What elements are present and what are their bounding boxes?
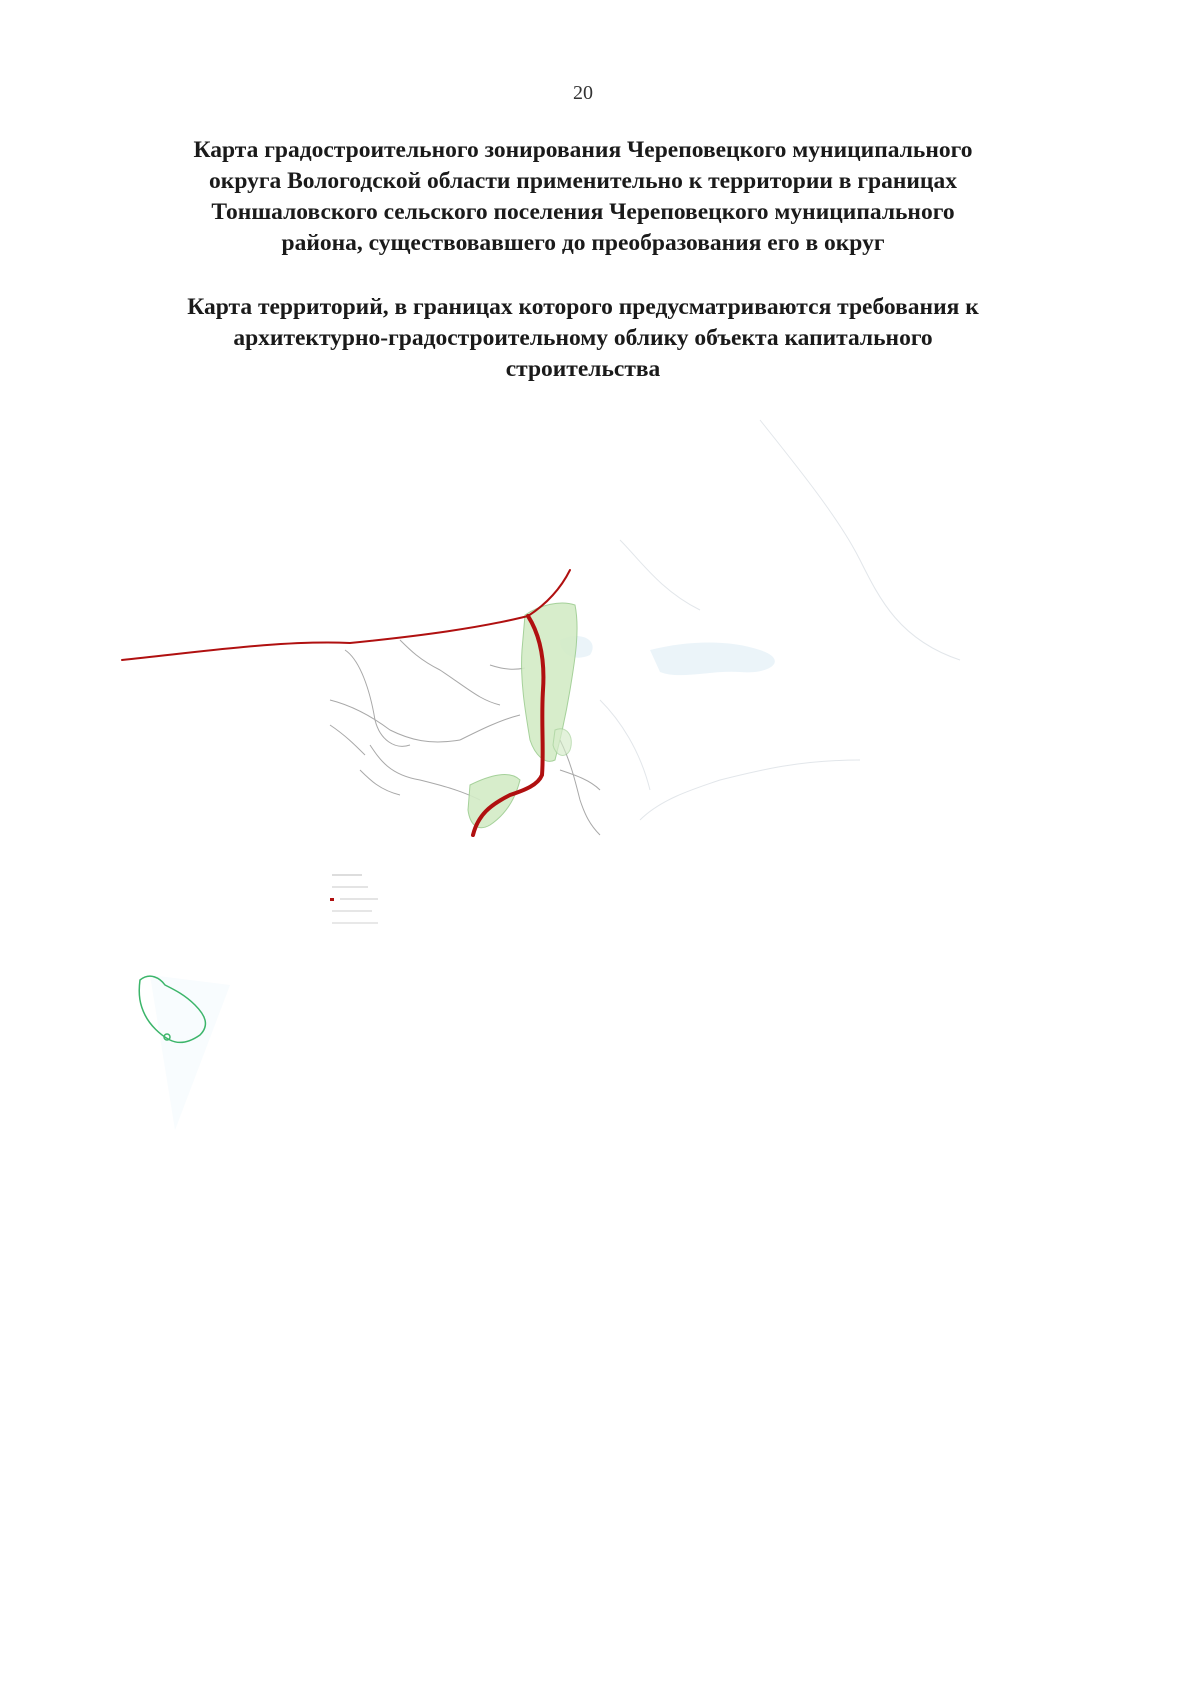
local-road xyxy=(330,700,460,742)
page-title xyxy=(100,135,1066,259)
zone-settlement-east xyxy=(553,729,571,756)
federal-highway xyxy=(122,570,570,660)
map-legend xyxy=(330,874,378,924)
title-line: Карта градостроительного зонирования Череповецкого муниципального xyxy=(193,137,973,163)
water-area xyxy=(650,643,775,676)
subtitle-line: строительства xyxy=(505,356,661,382)
boundary-line xyxy=(620,540,700,610)
legend-line xyxy=(332,886,368,888)
title-line: Тоншаловского сельского поселения Череповецкого муниципального xyxy=(211,199,955,225)
water-areas xyxy=(150,636,775,1130)
page-subtitle xyxy=(100,292,1066,385)
legend-line xyxy=(340,898,378,900)
legend-swatch-highway xyxy=(330,898,334,901)
legend-line xyxy=(332,910,372,912)
zoning-areas xyxy=(468,603,577,828)
local-road xyxy=(560,770,600,790)
boundary-line xyxy=(640,760,860,820)
page-number: 20 xyxy=(573,82,593,104)
title-line: округа Вологодской области применительно к территории в границах xyxy=(209,168,957,194)
local-road xyxy=(400,640,500,705)
water-area xyxy=(150,975,230,1130)
subtitle-line: Карта территорий, в границах которого предусматриваются требования к xyxy=(187,294,979,320)
local-road xyxy=(370,745,480,800)
title-line: района, существовавшего до преобразования его в округ xyxy=(281,230,885,256)
local-road xyxy=(360,770,400,795)
boundary-line xyxy=(600,700,650,790)
subtitle-line: архитектурно-градостроительному облику объекта капитального xyxy=(233,325,933,351)
zone-settlement-south xyxy=(468,775,520,828)
local-road xyxy=(330,725,365,755)
local-road xyxy=(490,665,525,669)
local-road xyxy=(345,650,410,746)
boundary-line xyxy=(760,420,960,660)
district-boundaries xyxy=(600,420,960,820)
zoning-map xyxy=(0,400,1200,1140)
legend-line xyxy=(332,922,378,924)
local-road xyxy=(460,715,520,740)
legend-line xyxy=(332,874,362,876)
